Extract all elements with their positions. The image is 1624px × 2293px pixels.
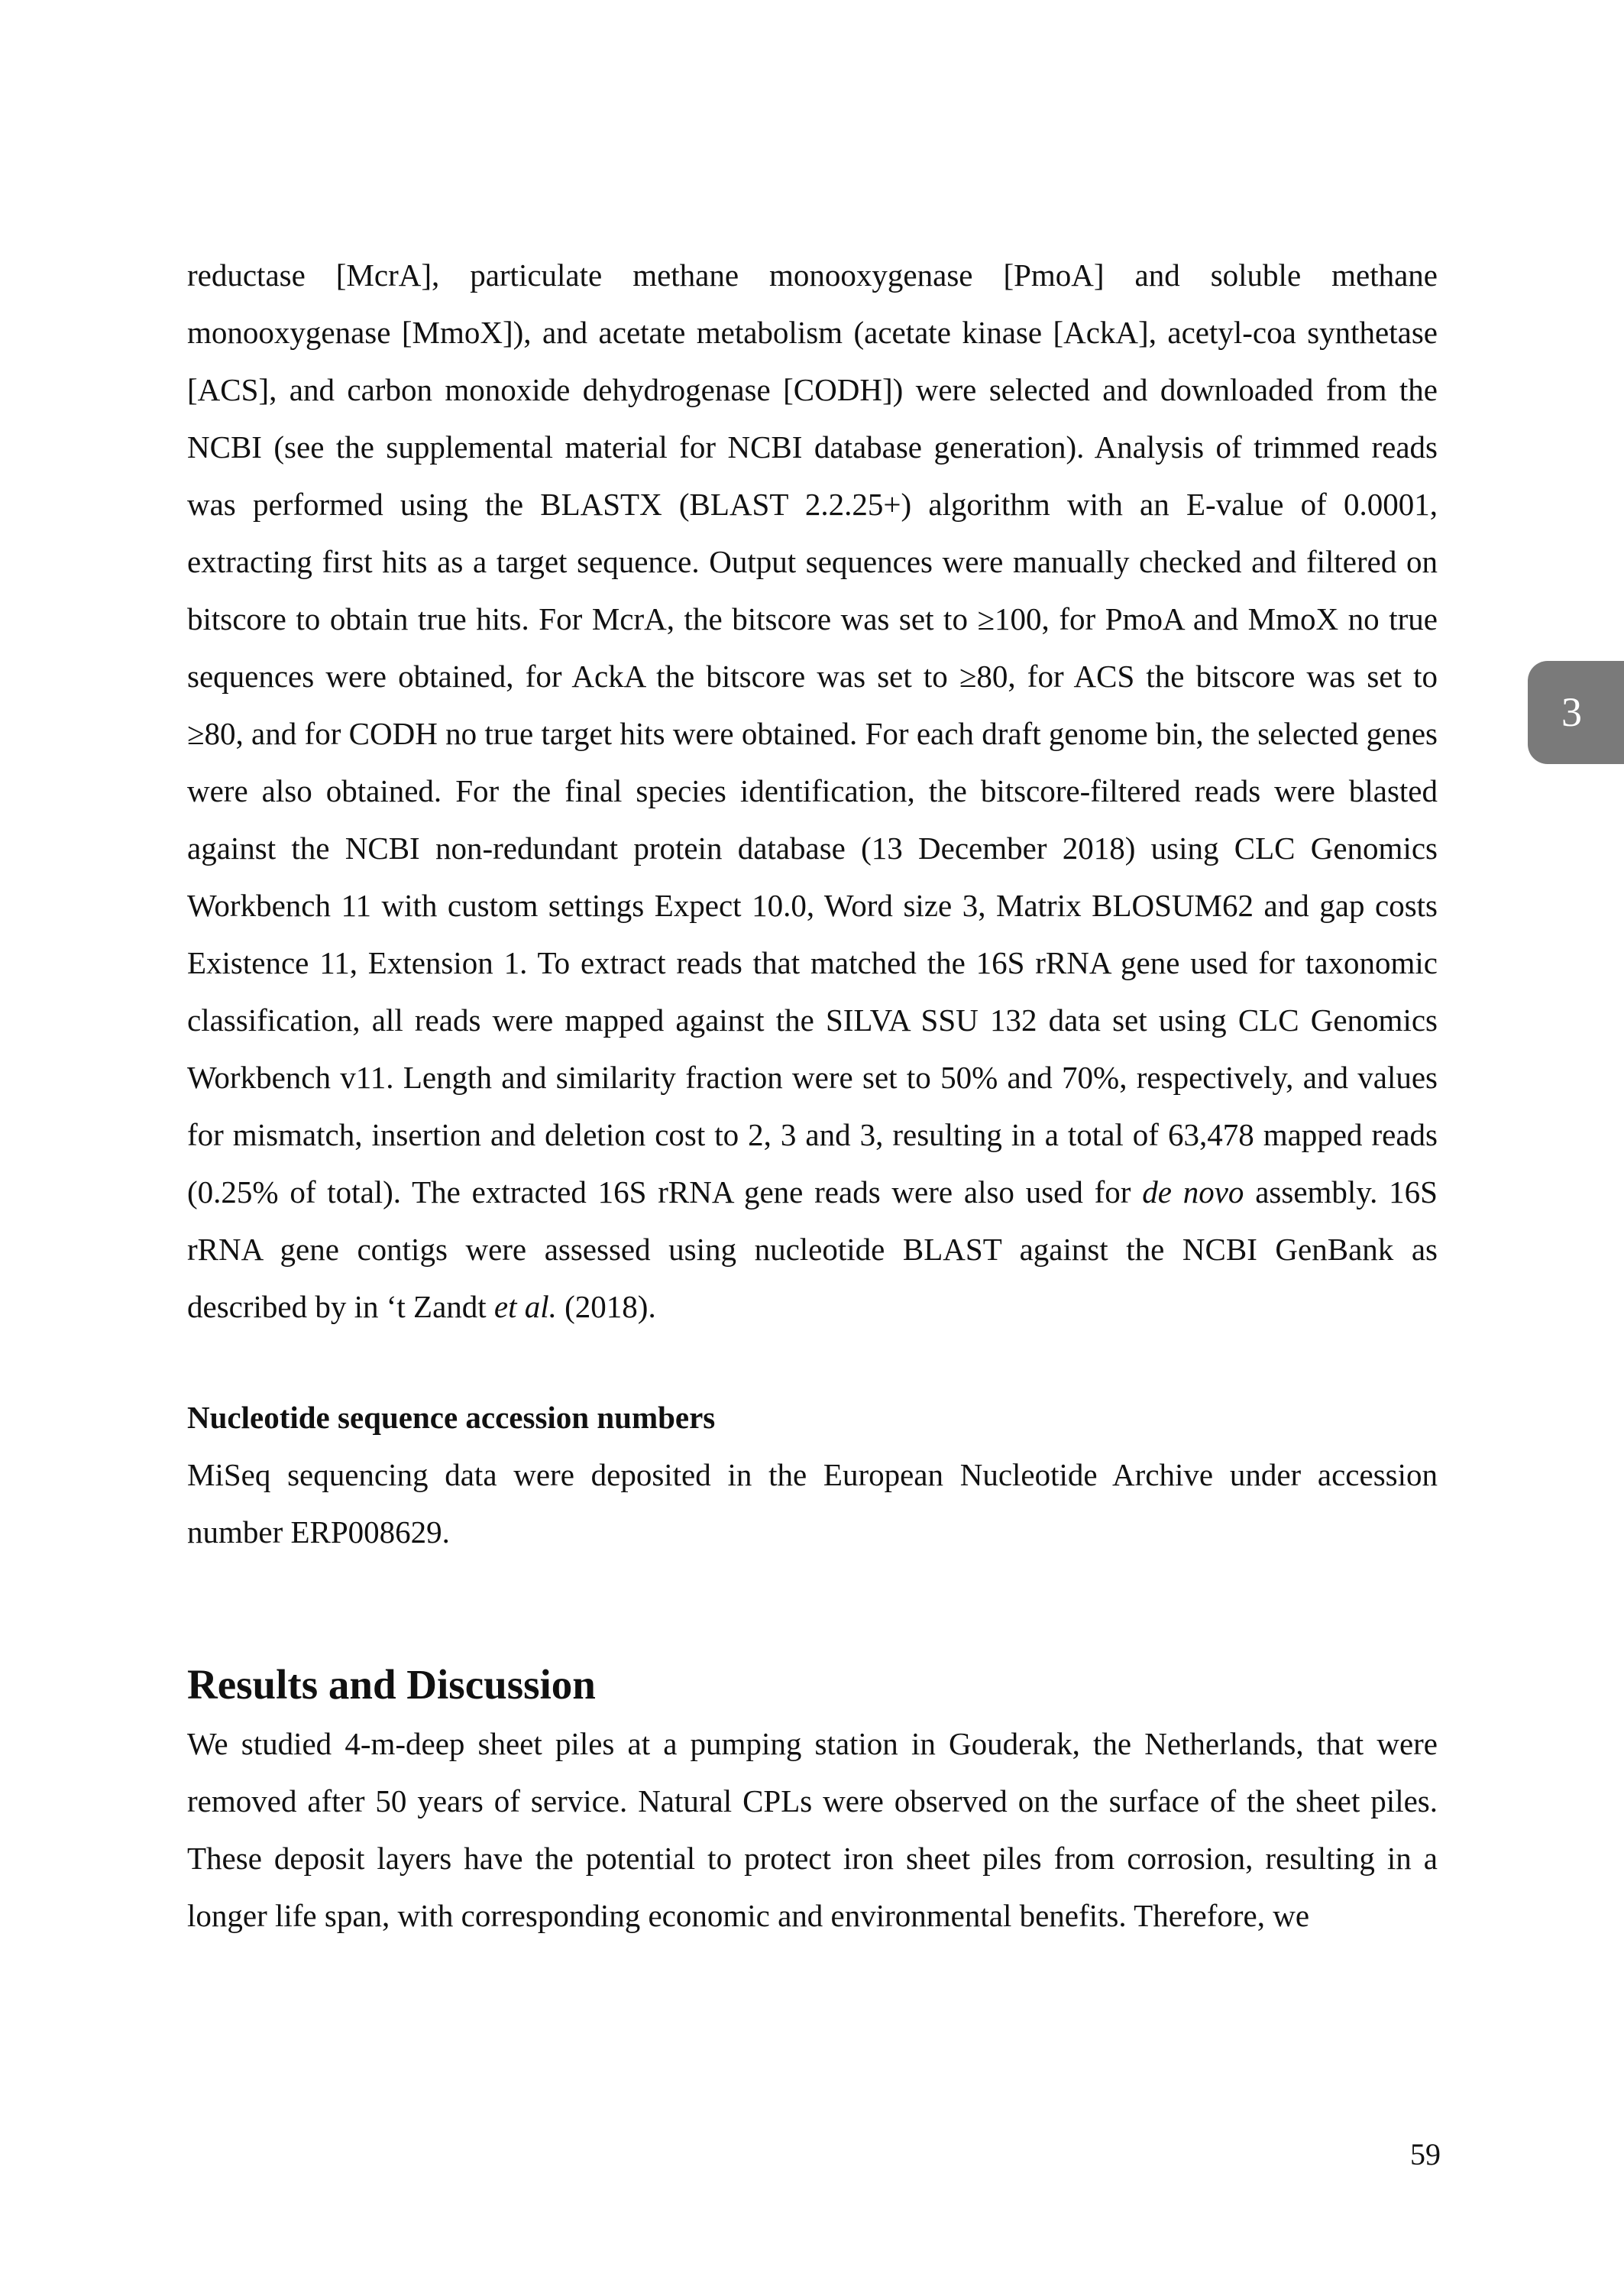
page-number: 59: [1410, 2137, 1441, 2172]
methods-text-3: (2018).: [556, 1289, 656, 1324]
methods-text-1: reductase [McrA], particulate methane monooxygenase [PmoA] and soluble methane monooxygenase [MmoX]), and acetate metabolism (acetate kinase [AckA], acetyl-coa synthetase [ACS], and carbon monoxide dehydrogenase [CODH]) were selected and downloaded from the NCBI (see the supplemental material for NCBI database generation). Analysis of trimmed reads was performed using the BLASTX (BLAST 2.2.25+) algorithm with an E-value of 0.0001, extracting first hits as a target sequence. Output sequences were manually checked and filtered on bitscore to obtain true hits. For McrA, the bitscore was set to ≥100, for PmoA and MmoX no true sequences were obtained, for AckA the bitscore was set to ≥80, for ACS the bitscore was set to ≥80, and for CODH no true target hits were obtained. For each draft genome bin, the selected genes were also obtained. For the final species identification, the bitscore-filtered reads were blasted against the NCBI non-redundant protein database (13 December 2018) using CLC Genomics Workbench 11 with custom settings Expect 10.0, Word size 3, Matrix BLOSUM62 and gap costs Existence 11, Extension 1. To extract reads that matched the 16S rRNA gene used for taxonomic classification, all reads were mapped against the SILVA SSU 132 data set using CLC Genomics Workbench v11. Length and similarity fraction were set to 50% and 70%, respectively, and values for mismatch, insertion and deletion cost to 2, 3 and 3, resulting in a total of 63,478 mapped reads (0.25% of total). The extracted 16S rRNA gene reads were also used for: [187, 257, 1438, 1210]
section-heading: Results and Discussion: [187, 1661, 596, 1708]
subsection-heading: Nucleotide sequence accession numbers: [187, 1400, 716, 1435]
chapter-tab: 3: [1528, 661, 1624, 764]
italic-et-al: et al.: [493, 1289, 557, 1324]
accession-paragraph: MiSeq sequencing data were deposited in the European Nucleotide Archive under accession number ERP008629.: [187, 1457, 1438, 1550]
italic-de-novo: de novo: [1142, 1174, 1244, 1210]
results-paragraph: We studied 4-m-deep sheet piles at a pumping station in Gouderak, the Netherlands, that were removed after 50 years of service. Natural CPLs were observed on the surface of the sheet piles. These deposit layers have the potential to protect iron sheet piles from corrosion, resulting in a longer life span, with corresponding economic and environmental benefits. Therefore, we: [187, 1726, 1438, 1933]
methods-paragraph: [187, 247, 1438, 1336]
page-body: [187, 247, 1438, 1945]
methods-text-2: assembly. 16S rRNA gene contigs were assessed using nucleotide BLAST against the NCBI GenBank as described by in ‘t Zandt: [187, 1174, 1438, 1324]
